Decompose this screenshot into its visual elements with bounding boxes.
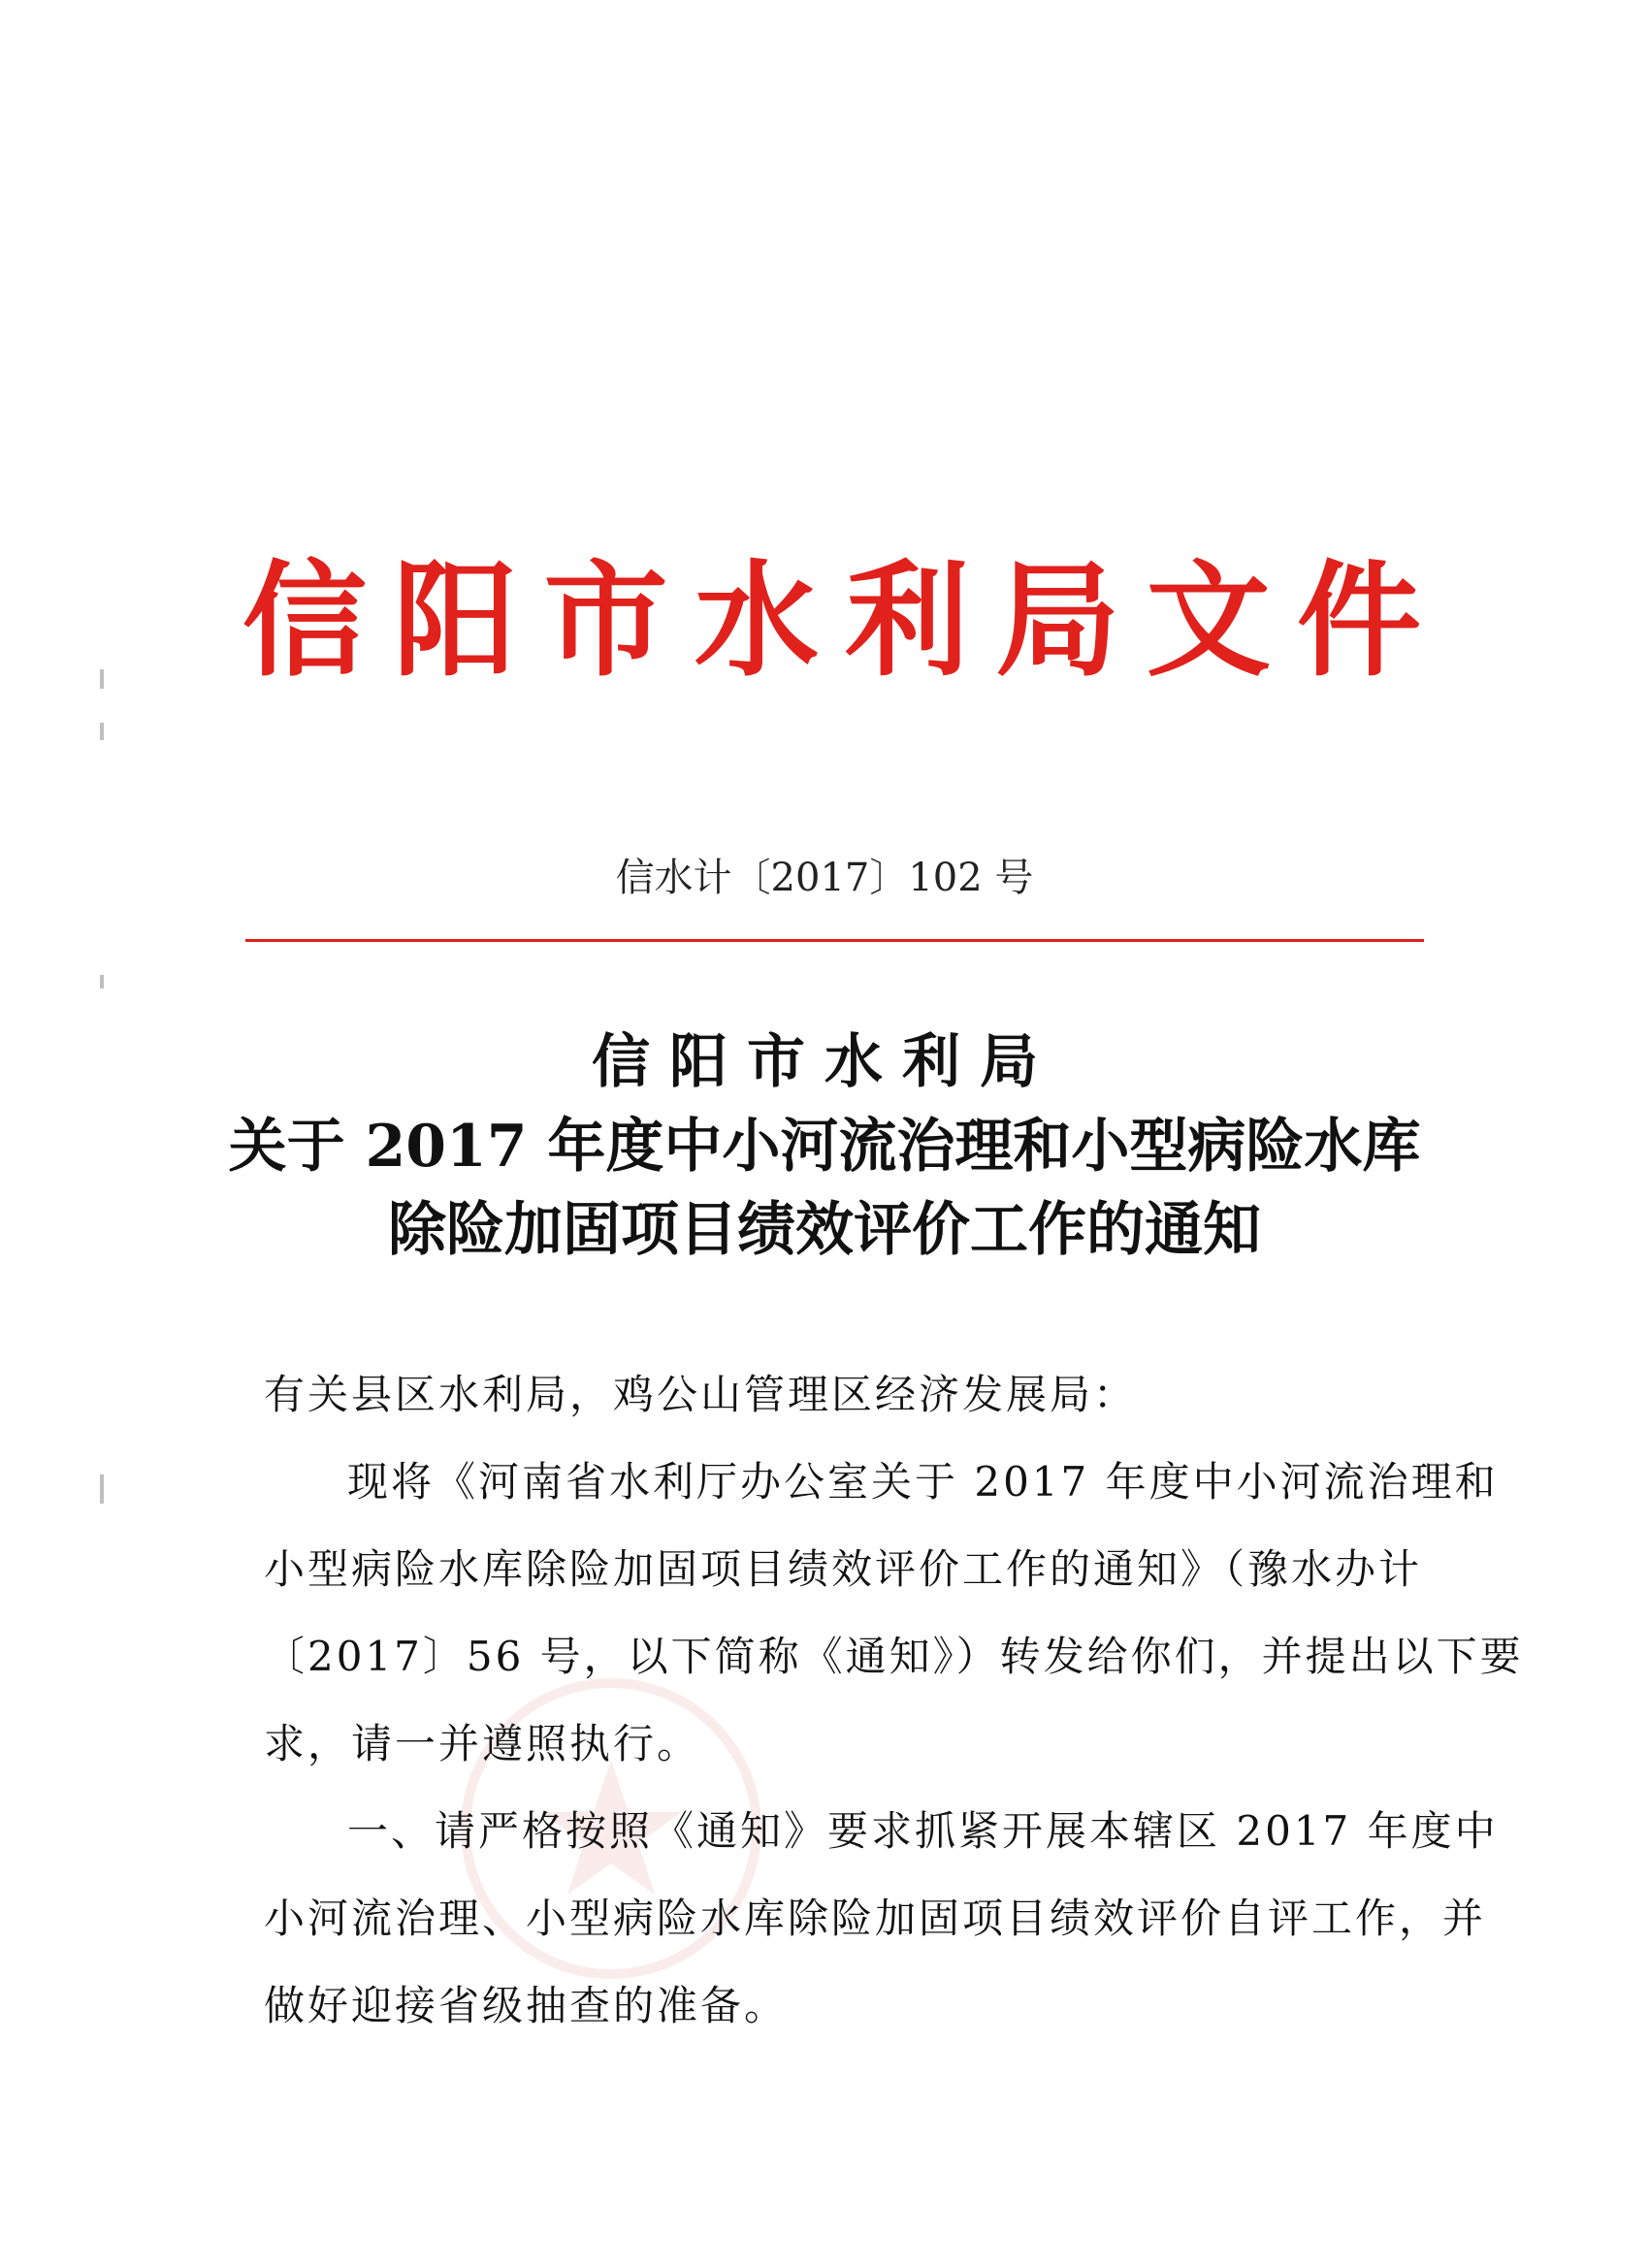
header-char: 阳 <box>393 548 518 694</box>
body-line: 有关县区水利局，鸡公山管理区经济发展局： <box>264 1371 1138 1418</box>
header-char: 件 <box>1296 548 1421 694</box>
header-char: 信 <box>242 548 368 694</box>
body-line: 小河流治理、小型病险水库除险加固项目绩效评价自评工作，并 <box>264 1895 1487 1942</box>
red-divider-line <box>245 939 1424 942</box>
body-line: 小型病险水库除险加固项目绩效评价工作的通知》（豫水办计 <box>264 1545 1423 1593</box>
header-char: 文 <box>1146 548 1271 694</box>
notice-title-line: 关于 2017 年度中小河流治理和小型病险水库 <box>228 1113 1421 1181</box>
header-char: 水 <box>694 548 819 694</box>
body-line: 现将《河南省水利厅办公室关于 2017 年度中小河流治理和 <box>347 1458 1499 1506</box>
header-char: 局 <box>995 548 1120 694</box>
body-line: 〔2017〕56 号，以下简称《通知》）转发给你们，并提出以下要 <box>264 1633 1524 1680</box>
body-line: 一、请严格按照《通知》要求抓紧开展本辖区 2017 年度中 <box>347 1807 1499 1855</box>
notice-title-line: 除险加固项目绩效评价工作的通知 <box>388 1196 1261 1264</box>
red-header-title <box>242 548 1421 694</box>
body-line: 求，请一并遵照执行。 <box>264 1720 701 1767</box>
binding-mark <box>100 1474 104 1504</box>
binding-mark <box>100 669 104 689</box>
binding-mark <box>100 975 104 988</box>
body-line: 做好迎接省级抽查的准备。 <box>264 1982 789 2029</box>
document-number: 信水计〔2017〕102 号 <box>615 856 1034 900</box>
binding-mark <box>100 723 104 740</box>
notice-title-line: 信阳市水利局 <box>592 1028 1057 1096</box>
header-char: 市 <box>543 548 668 694</box>
header-char: 利 <box>845 548 970 694</box>
